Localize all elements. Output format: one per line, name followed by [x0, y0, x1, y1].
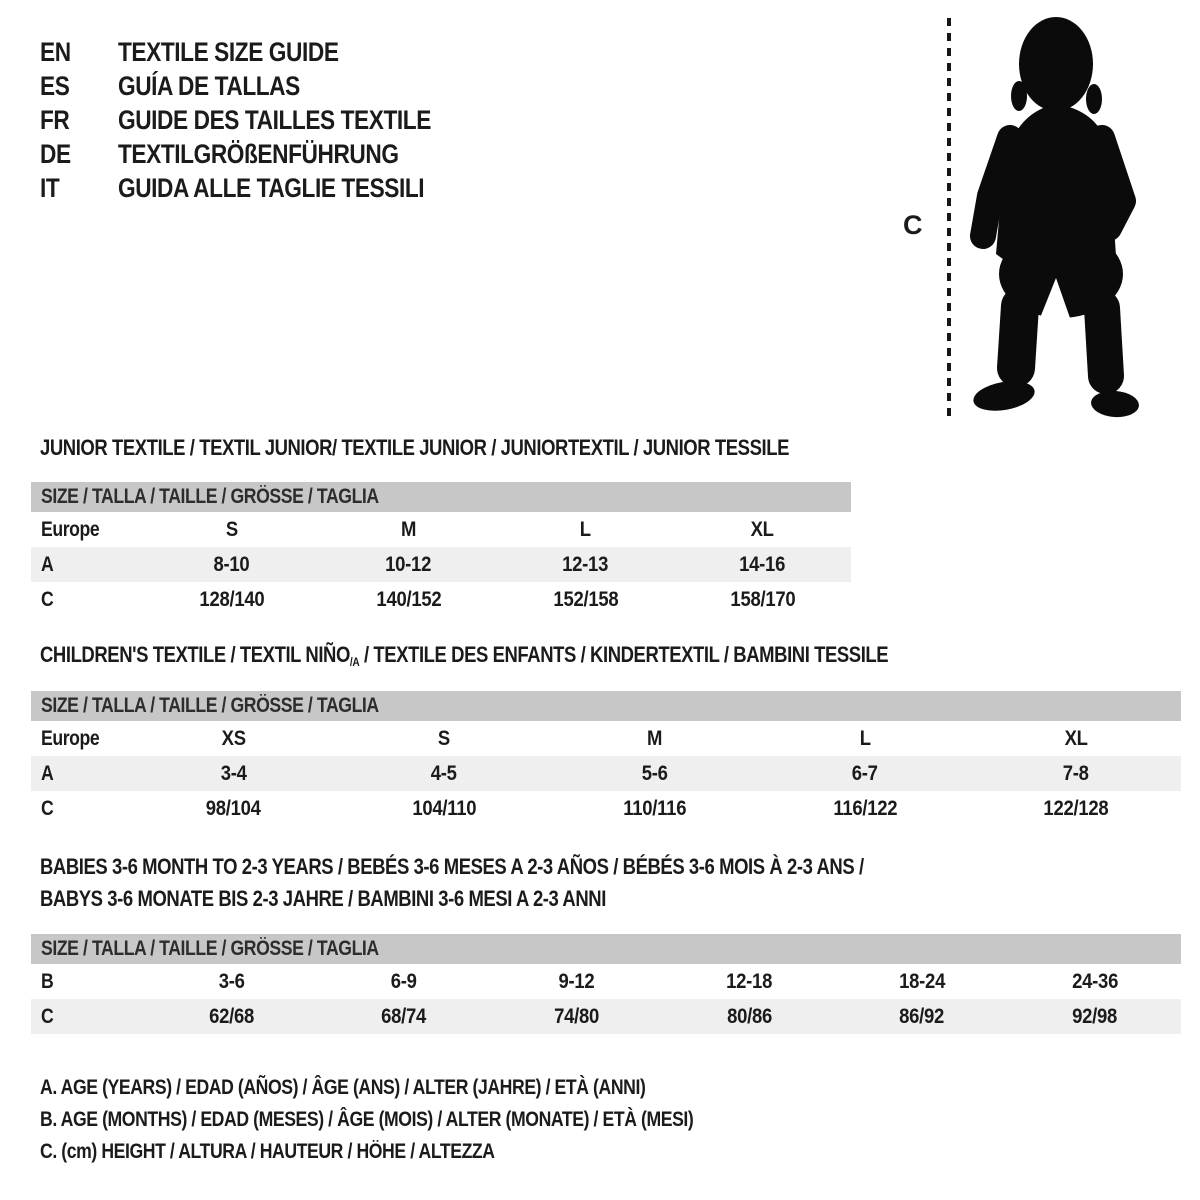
lang-row-de: [40, 137, 491, 171]
table-row-sizes: Europe XS S M L XL: [41, 726, 1088, 750]
baby-head: [1019, 17, 1093, 111]
junior-section-title: JUNIOR TEXTILE / TEXTIL JUNIOR/ TEXTILE JUNIOR / JUNIORTEXTIL / JUNIOR TESSILE: [40, 435, 789, 460]
size-header-bar: SIZE / TALLA / TAILLE / GRÖSSE / TAGLIA: [31, 691, 1181, 721]
table-row-age: A 3-4 4-5 5-6 6-7 7-8: [31, 756, 1181, 791]
legend-line-b: B. AGE (MONTHS) / EDAD (MESES) / ÂGE (MOIS) / ALTER (MONATE) / ETÀ (MESI): [40, 1108, 694, 1131]
size-header-bar: SIZE / TALLA / TAILLE / GRÖSSE / TAGLIA: [31, 482, 851, 512]
children-section-title: CHILDREN'S TEXTILE / TEXTIL NIÑO/A / TEXTILE DES ENFANTS / KINDERTEXTIL / BAMBINI TESSILE: [40, 642, 889, 669]
size-header-bar: SIZE / TALLA / TAILLE / GRÖSSE / TAGLIA: [31, 934, 1181, 964]
lang-code: FR: [40, 104, 70, 135]
table-row-months: B 3-6 6-9 9-12 12-18 18-24 24-36: [41, 969, 1118, 993]
babies-size-table: [31, 934, 1181, 1034]
lang-row-en: [40, 35, 491, 69]
lang-title: GUIDE DES TAILLES TEXTILE: [118, 104, 431, 135]
lang-title: TEXTILGRÖßENFÜHRUNG: [118, 138, 399, 169]
lang-title: TEXTILE SIZE GUIDE: [118, 36, 339, 67]
table-row-height: C 98/104 104/110 110/116 116/122 122/128: [41, 796, 1109, 820]
lang-code: DE: [40, 138, 71, 169]
table-row-age: A 8-10 10-12 12-13 14-16: [31, 547, 851, 582]
lang-row-es: [40, 69, 491, 103]
lang-code: IT: [40, 172, 60, 203]
lang-code: ES: [40, 70, 70, 101]
height-measure-dashed-line: [947, 18, 951, 416]
table-row-height: C 62/68 68/74 74/80 80/86 86/92 92/98: [31, 999, 1181, 1034]
lang-row-fr: [40, 103, 491, 137]
legend-line-c: C. (cm) HEIGHT / ALTURA / HAUTEUR / HÖHE / ALTEZZA: [40, 1140, 495, 1163]
language-header: [40, 35, 491, 205]
junior-size-table: [31, 482, 851, 617]
measure-c-label: C: [903, 210, 923, 240]
table-row-sizes: Europe S M L XL: [41, 517, 775, 541]
legend: [40, 1072, 818, 1168]
children-size-table: [31, 691, 1181, 826]
lang-title: GUÍA DE TALLAS: [118, 70, 300, 101]
lang-title: GUIDA ALLE TAGLIE TESSILI: [118, 172, 425, 203]
lang-row-it: [40, 171, 491, 205]
table-row-height: C 128/140 140/152 152/158 158/170: [41, 587, 795, 611]
babies-section-title: BABIES 3-6 MONTH TO 2-3 YEARS / BEBÉS 3-6 MESES A 2-3 AÑOS / BÉBÉS 3-6 MOIS À 2-3 ANS / BABYS 3-6 MONATE BIS 2-3 JAHRE / BAMBINI 3-6 MESI A 2-3 ANNI: [40, 854, 864, 911]
baby-silhouette-image: [964, 14, 1142, 420]
lang-code: EN: [40, 36, 71, 67]
legend-line-a: A. AGE (YEARS) / EDAD (AÑOS) / ÂGE (ANS) / ALTER (JAHRE) / ETÀ (ANNI): [40, 1076, 646, 1099]
